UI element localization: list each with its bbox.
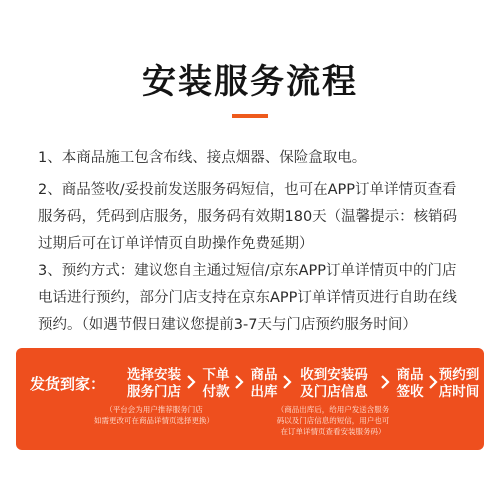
install-flow-banner [16,348,484,450]
flow-step-receive-code-note: （商品出库后，给用户发送含服务 码以及门店信息的短信，用户也可 在订单详情页查看安装服务码） [276,405,390,436]
flow-step-select-store: 选择安装 服务门店 [127,367,181,400]
note-paragraph-3: 3、预约方式：建议您自主通过短信/京东APP订单详情页中的门店电话进行预约，部分门店支持在京东APP订单详情页进行自助在线预约。（如遇节假日建议您提前3-7天与门店预约服务时间） [38,263,457,333]
page-title: 安装服务流程 [142,62,358,102]
flow-step-sign: 商品 签收 [396,367,424,400]
flow-step-dispatch: 商品 出库 [250,367,278,400]
note-paragraph-1: 1、本商品施工包含布线、接点烟器、保险盒取电。 [38,150,367,166]
chevron-right-icon [380,375,390,389]
note-paragraph-2: 2、商品签收/妥投前发送服务码短信，也可在APP订单详情页查看服务码，凭码到店服务，服务码有效期180天（温馨提示：核销码过期后可在订单详情页自助操作免费延期） [38,182,458,252]
flow-step-book-time: 预约到 店时间 [438,367,480,400]
title-underline [232,114,268,118]
flow-step-order-pay: 下单 付款 [202,367,230,400]
flow-lead-label: 发货到家： [30,375,106,393]
chevron-right-icon [282,375,292,389]
flow-step-select-store-note: （平台会为用户推荐服务门店 如需更改可在商品详情页选择更换） [94,405,214,425]
flow-step-receive-code: 收到安装码 及门店信息 [300,367,368,400]
